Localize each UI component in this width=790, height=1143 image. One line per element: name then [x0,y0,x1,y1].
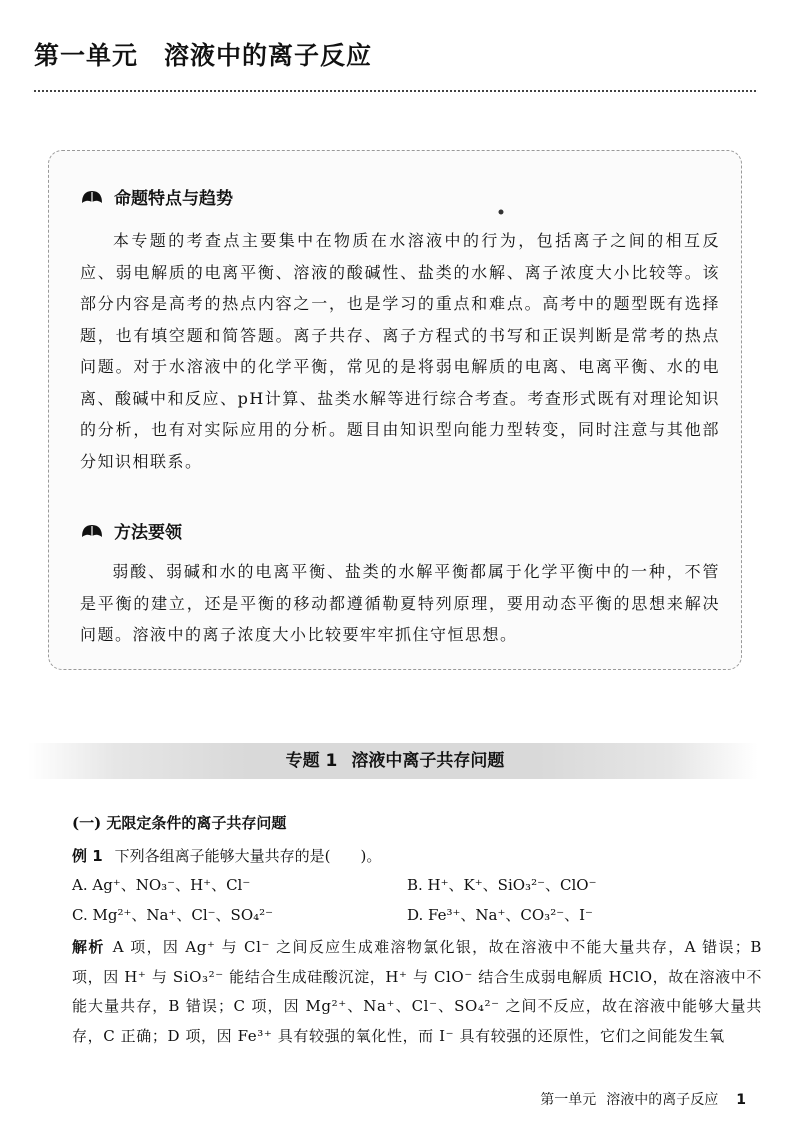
trends-text: 本专题的考查点主要集中在物质在水溶液中的行为，包括离子之间的相互反应、弱电解质的电离平衡、溶液的酸碱性、盐类的水解、离子浓度大小比较等。该部分内容是高考的热点内容之一，也是学习的重点和难点。高考中的题型既有选择题，也有填空题和简答题。离子共存、离子方程式的书写和正误判断是常考的热点问题。对于水溶液中的化学平衡，常见的是将弱电解质的电离、电离平衡、水的电离、酸碱中和反应、pH计算、盐类水解等进行综合考查。考查形式既有对理论知识的分析，也有对实际应用的分析。题目由知识型向能力型转变，同时注意与其他部分知识相联系。 [80,231,720,471]
book-icon [80,521,104,541]
methods-paragraph [80,556,720,651]
topic-title-text: 溶液中离子共存问题 [351,751,505,771]
analysis-label: 解析 [72,938,105,956]
option-c: C. Mg²⁺、Na⁺、Cl⁻、SO₄²⁻ [72,906,274,924]
option-d: D. Fe³⁺、Na⁺、CO₃²⁻、I⁻ [407,906,593,924]
option-a: A. Ag⁺、NO₃⁻、H⁺、Cl⁻ [72,876,251,894]
unit-title-text: 溶液中的离子反应 [164,41,373,70]
footer-title: 溶液中的离子反应 [606,1092,719,1108]
example-question [72,845,381,866]
methods-text: 弱酸、弱碱和水的电离平衡、盐类的水解平衡都属于化学平衡中的一种，不管是平衡的建立，还是平衡的移动都遵循勒夏特列原理，要用动态平衡的思想来解决问题。溶液中的离子浓度大小比较要牢牢抓住守恒思想。 [80,562,720,644]
page-number: 1 [736,1092,746,1108]
example-label: 例 1 [72,847,103,865]
trends-paragraph [80,225,720,477]
heading-text: 命题特点与趋势 [114,189,233,209]
analysis-text: A 项，因 Ag⁺ 与 Cl⁻ 之间反应生成难溶物氯化银，故在溶液中不能大量共存，A 错误；B 项，因 H⁺ 与 SiO₃²⁻ 能结合生成硅酸沉淀，H⁺ 与 ClO⁻ 结合生成弱电解质 HClO，故在溶液中不能大量共存，B 错误；C 项，因 Mg²⁺、Na⁺、Cl⁻、SO₄²⁻ 之间不反应，故在溶液中能够大量共存，C 正确；D 项，因 Fe³⁺ 具有较强的氧化性，而 I⁻ 具有较强的还原性，它们之间能发生氧 [72,938,763,1045]
topic-title [0,743,790,779]
subsection-heading: (一) 无限定条件的离子共存问题 [72,814,287,832]
box-heading-methods [80,518,182,543]
box-heading-trends [80,184,233,209]
topic-label: 专题 1 [285,751,338,771]
unit-label: 第一单元 [34,41,139,70]
page-footer [540,1089,746,1109]
heading-text: 方法要领 [114,523,182,543]
footer-unit: 第一单元 [540,1092,597,1108]
page-title [34,36,372,72]
option-b: B. H⁺、K⁺、SiO₃²⁻、ClO⁻ [407,876,597,894]
ink-speck-icon [496,208,506,216]
title-divider [34,90,756,92]
analysis-paragraph [72,933,762,1051]
book-icon [80,187,104,207]
example-text: 下列各组离子能够大量共存的是( )。 [114,847,382,865]
